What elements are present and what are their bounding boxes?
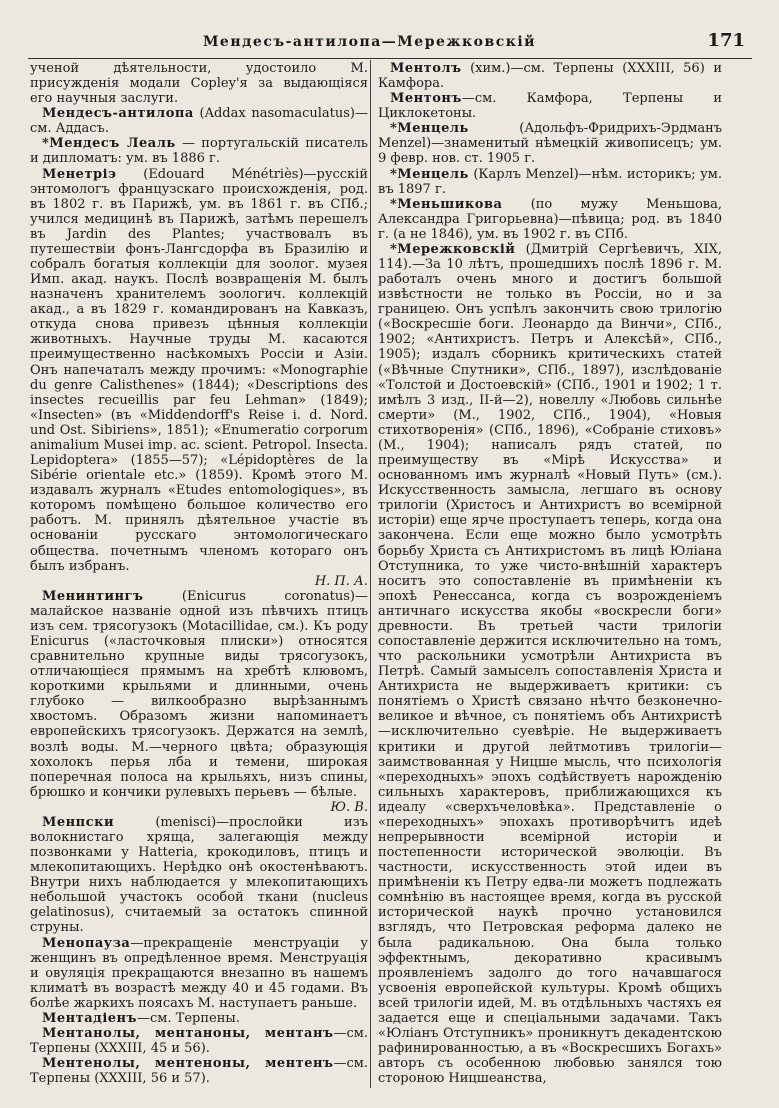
entry-headword: *Мережковскій bbox=[390, 241, 516, 257]
entry-text: — португальскій писатель и дипломатъ: ум. въ 1886 г. bbox=[30, 136, 368, 167]
entry-headword: Мендесъ-антилопа bbox=[42, 106, 194, 122]
entry-text: (Enicurus coronatus)—малайское названіе одной изъ пѣвчихъ птицъ изъ сем. трясогузокъ (Motacillidae, см.). Къ роду Enicurus («ласточковыя плиски») относятся сравнительно крупные виды трясогузокъ, отличающіеся прямымъ на хребтѣ клювомъ, короткими крыльями и длинными, очень глубоко — вилкообразно вырѣзаннымъ хвостомъ. Образомъ жизни напоминаетъ европейскихъ трясогузокъ. Держатся на землѣ, возлѣ воды. М.—черного цвѣта; образующія хохолокъ перья лба и темени, широкая поперечная полоса на крыльяхъ, низъ спины, брюшко и кончики рулевыхъ перьевъ — бѣлые. bbox=[30, 588, 368, 800]
entry-signature: Н. П. А. bbox=[314, 573, 368, 589]
entry-continuation: ученой дѣятельности, удостоило М. присужденія модали Copley'я за выдающіяся его научныя заслуги. bbox=[30, 61, 368, 107]
entry bbox=[30, 815, 368, 936]
entry-headword: *Менцель bbox=[390, 166, 469, 182]
entry-headword: Ментенолы, ментеноны, ментенъ bbox=[42, 1056, 334, 1072]
entry bbox=[30, 589, 368, 800]
entry-headword: Менинтингъ bbox=[42, 588, 144, 604]
entry bbox=[30, 106, 368, 136]
entry-headword: Менпски bbox=[42, 814, 115, 830]
column-divider bbox=[370, 60, 371, 1088]
entry-text: (Addax nasomaculatus)—см. Аддасъ. bbox=[30, 106, 368, 137]
entry bbox=[378, 91, 722, 121]
entry-headword: Менетріэ bbox=[42, 166, 117, 182]
entry-headword: Ментадіенъ bbox=[42, 1010, 138, 1026]
entry-headword: Ментолъ bbox=[390, 61, 462, 76]
right-column bbox=[378, 61, 722, 1086]
entry-signature: Ю. В. bbox=[330, 799, 368, 815]
entry-text: —см. Камфора, Терпены и Циклокетоны. bbox=[378, 91, 722, 122]
entry bbox=[30, 1056, 368, 1086]
entry-text: —см. Терпены (XXXIII, 56 и 57). bbox=[30, 1056, 368, 1087]
entry-text: —прекращеніе менструаціи у женщинъ въ опредѣленное время. Менструація и овуляція прекращаются внезапно въ нашемъ климатѣ въ возрастѣ между 40 и 45 годами. Въ болѣе жаркихъ поясахъ М. наступаетъ раньше. bbox=[30, 935, 368, 1011]
entry-text: (Карлъ Menzel)—нѣм. историкъ; ум. въ 1897 г. bbox=[378, 166, 722, 197]
entry bbox=[378, 242, 722, 1086]
entry-headword: *Менцель bbox=[390, 121, 469, 137]
entry bbox=[30, 1026, 368, 1056]
entry-text: (Edouard Ménétriès)—русскій энтомологъ французскаго происхожденія, род. въ 1802 г. въ Парижѣ, ум. въ 1861 г. въ СПб.; учился медицинѣ въ Парижѣ, затѣмъ перешелъ въ Jardin des Plantes; участвовалъ въ путешествіи фонъ-Лангсдорфа въ Бразилію и собралъ богатыя коллекціи для зоолог. музея Имп. акад. наукъ. Послѣ возвращенія М. былъ назначенъ хранителемъ зоологич. коллекцій акад., а въ 1829 г. командированъ на Кавказъ, откуда снова привезъ цѣнныя коллекціи животныхъ. Научные труды М. касаются преимущественно насѣкомыхъ Россіи и Азіи. Онъ напечаталъ между прочимъ: «Monographie du genre Calisthenes» (1844); «Descriptions des insectes recueillis par feu Lehman» (1849); «Insecten» (въ «Middendorff's Reise i. d. Nord. und Ost. Sibiriens», 1851); «Enumeratio corporum animalium Musei imp. ac. scient. Petropol. Insecta. Lepidoptera» (1855—57); «Lépidoptères de la Sibérie orientale etc.» (1859). Кромѣ этого М. издавалъ журналъ «Etudes entomologiques», въ которомъ помѣщено большое количество его работъ. М. принялъ дѣятельное участіе въ основаніи русскаго энтомологическаго общества. почетнымъ членомъ котораго онъ былъ избранъ. bbox=[30, 166, 368, 574]
entry-text: —см. Терпены. bbox=[137, 1010, 240, 1026]
entry-text: (menisci)—прослойки изъ волокнистаго хряща, залегающія между позвонками у Hatteria, крокодиловъ, птицъ и млекопитающихъ. Нерѣдко онѣ окостенѣваютъ. Внутри нихъ наблюдается у млекопитающихъ небольшой участокъ особой ткани (nucleus gelatinosus), считаемый за остатокъ спинной струны. bbox=[30, 814, 368, 936]
entry bbox=[30, 136, 368, 166]
entry-headword: Менопауза bbox=[42, 935, 131, 951]
entry bbox=[30, 167, 368, 574]
running-title: Мендесъ-антилопа—Мережковскій bbox=[202, 34, 537, 50]
entry-text: (по мужу Меньшова, Александра Григорьевна)—пѣвица; род. въ 1840 г. (а не 1846), ум. въ 1902 г. въ СПб. bbox=[378, 196, 722, 242]
left-column bbox=[30, 61, 368, 1086]
entry-text: (Дмитрій Сергѣевичъ, XIX, 114).—За 10 лѣтъ, прошедшихъ послѣ 1896 г. М. работалъ очень много и достигъ большой извѣстности не только въ Россіи, но и за границею. Онъ успѣлъ закончить свою трилогію («Воскресшіе боги. Леонардо да Винчи», СПб., 1902; «Антихристъ. Петръ и Алексѣй», СПб., 1905); издалъ сборникъ критическихъ статей («Вѣчные Спутники», СПб., 1897), изслѣдованіе «Толстой и Достоевскій» (СПб., 1901 и 1902; 1 т. имѣлъ 3 изд., II-й—2), новеллу «Любовь сильнѣе смерти» (М., 1902, СПб., 1904), «Новыя стихотворенія» (СПб., 1896), «Собраніе стиховъ» (М., 1904); написалъ рядъ статей, по преимуществу въ «Мірѣ Искусства» и основанномъ имъ журналѣ «Новый Путь» (см.). Искусственность замысла, легшаго въ основу трилогіи (Христосъ и Антихристъ во всемірной исторіи) еще ярче проступаетъ теперь, когда она закончена. Если еще можно было усмотрѣть борьбу Христа съ Антихристомъ въ лицѣ Юліана Отступника, то уже чисто-внѣшній характеръ носитъ это сопоставленіе въ примѣненіи къ эпохѣ Ренессанса, когда съ возрожденіемъ античнаго искусства якобы «воскресли боги» древности. Въ третьей части трилогіи сопоставленіе держится исключительно на томъ, что раскольники усмотрѣли Антихриста въ Петрѣ. Самый замыселъ сопоставленія Христа и Антихриста не выдерживаетъ критики: съ понятіемъ о Христѣ связано нѣчто безконечно-великое и вѣчное, съ понятіемъ объ Антихристѣ—исключительно суевѣріе. Не выдерживаетъ критики и другой лейтмотивъ трилогіи—заимствованная у Ницше мысль, что психологія «переходныхъ» эпохъ содѣйствуетъ нарожденію сильныхъ характеровъ, приближающихся къ идеалу «сверхъчеловѣка». Представленіе о «переходныхъ» эпохахъ противорѣчитъ идеѣ непрерывности всемірной исторіи и постепенности исторической эволюціи. Въ частности, искусственность этой идеи въ примѣненіи къ Петру едва-ли можетъ подлежать сомнѣнію въ настоящее время, когда въ русской исторической наукѣ прочно установился взглядъ, что Петровская реформа далеко не была радикальною. Она была только эффектнымъ, декоративно красивымъ проявленіемъ задолго до того начавшагося усвоенія европейской культуры. Кромѣ общихъ всей трилогіи идей, М. въ отдѣльныхъ частяхъ ея задается еще и спеціальными задачами. Такъ «Юліанъ Отступникъ» проникнутъ декадентскою рафинированностью, а въ «Воскресшихъ Богахъ» авторъ съ особенною любовью занялся тою стороною Ницшеанства, bbox=[378, 241, 722, 1087]
entry bbox=[378, 167, 722, 197]
entry bbox=[378, 121, 722, 166]
page-number: 171 bbox=[707, 30, 745, 51]
entry-text: —см. Терпены (XXXIII, 45 и 56). bbox=[30, 1026, 368, 1057]
entry-headword: *Меньшикова bbox=[390, 196, 503, 212]
entry-headword: Ментонъ bbox=[390, 91, 462, 107]
entry-headword: *Мендесъ Леаль bbox=[42, 136, 176, 152]
entry-text: (хим.)—см. Терпены (XXXIII, 56) и Камфора. bbox=[378, 61, 722, 92]
entry bbox=[30, 1011, 368, 1026]
entry bbox=[378, 61, 722, 91]
entry-headword: Ментанолы, ментаноны, ментанъ bbox=[42, 1026, 334, 1041]
header-rule bbox=[28, 58, 752, 59]
running-head bbox=[0, 30, 779, 56]
entry-text: (Адольфъ-Фридрихъ-Эрдманъ Menzel)—знаменитый нѣмецкій живописецъ; ум. 9 февр. нов. ст. 1905 г. bbox=[378, 121, 722, 167]
entry bbox=[378, 197, 722, 242]
entry bbox=[30, 936, 368, 1011]
